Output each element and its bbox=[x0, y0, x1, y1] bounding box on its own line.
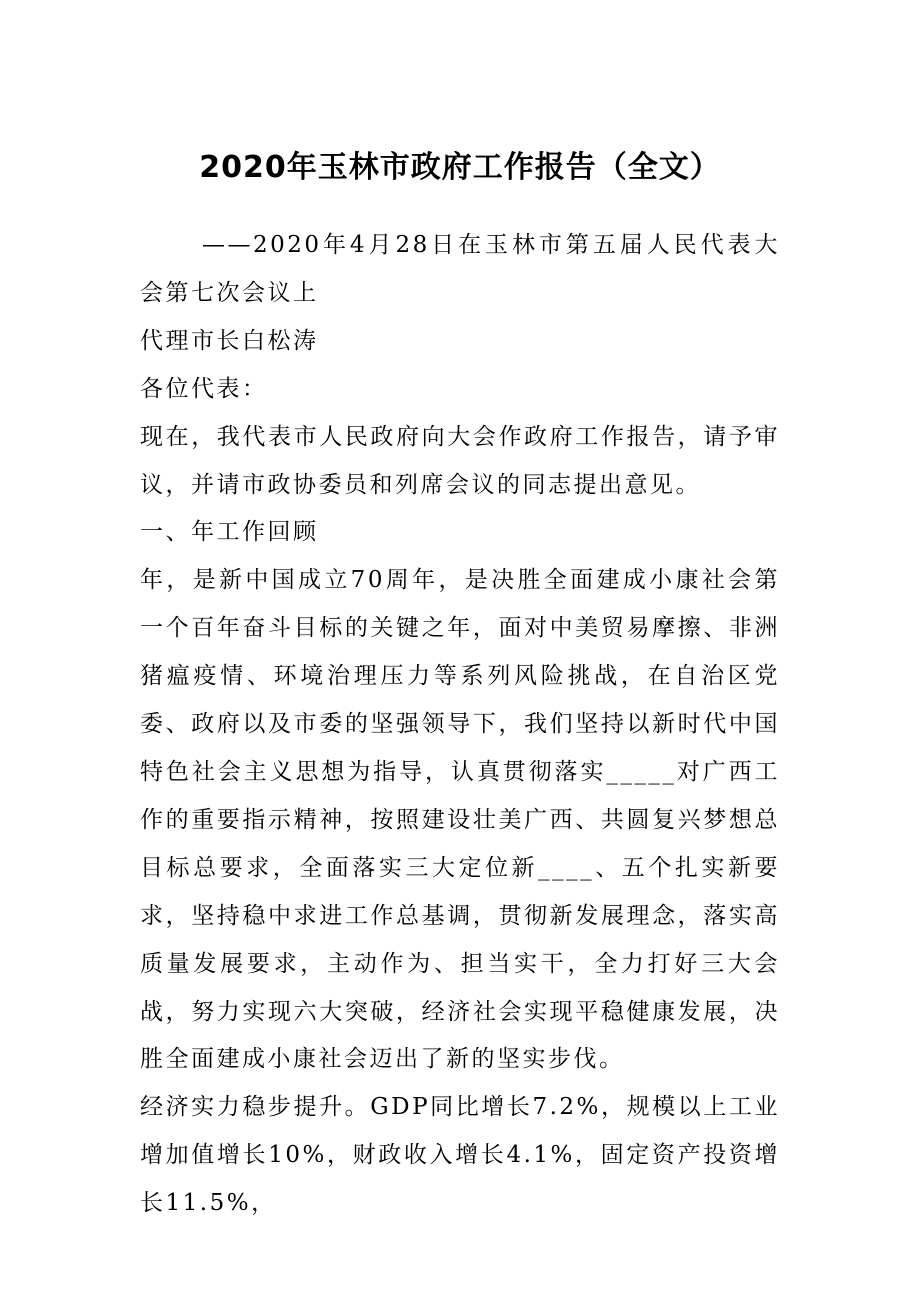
document-body bbox=[140, 222, 780, 1228]
economy-paragraph: 经济实力稳步提升。GDP同比增长7.2%，规模以上工业增加值增长10%，财政收入增长4.1%，固定资产投资增长11.5%， bbox=[140, 1094, 780, 1217]
speaker-line: 代理市长白松涛 bbox=[140, 327, 319, 354]
document-title: 2020年玉林市政府工作报告（全文） bbox=[199, 150, 721, 185]
opening-paragraph: 现在，我代表市人民政府向大会作政府工作报告，请予审议，并请市政协委员和列席会议的同志提出意见。 bbox=[140, 423, 780, 498]
review-paragraph: 年，是新中国成立70周年，是决胜全面建成小康社会第一个百年奋斗目标的关键之年，面对中美贸易摩擦、非洲猪瘟疫情、环境治理压力等系列风险挑战，在自治区党委、政府以及市委的坚强领导下，我们坚持以新时代中国特色社会主义思想为指导，认真贯彻落实_____对广西工作的重要指示精神，按照建设壮美广西、共圆复兴梦想总目标总要求，全面落实三大定位新____、五个扎实新要求，坚持稳中求进工作总基调，贯彻新发展理念，落实高质量发展要求，主动作为、担当实干，全力打好三大会战，努力实现六大突破，经济社会实现平稳健康发展，决胜全面建成小康社会迈出了新的坚实步伐。 bbox=[140, 567, 780, 1073]
subtitle-paragraph: ——2020年4月28日在玉林市第五届人民代表大会第七次会议上 bbox=[140, 232, 780, 306]
section-heading: 一、年工作回顾 bbox=[140, 519, 319, 546]
salutation: 各位代表： bbox=[140, 375, 268, 402]
